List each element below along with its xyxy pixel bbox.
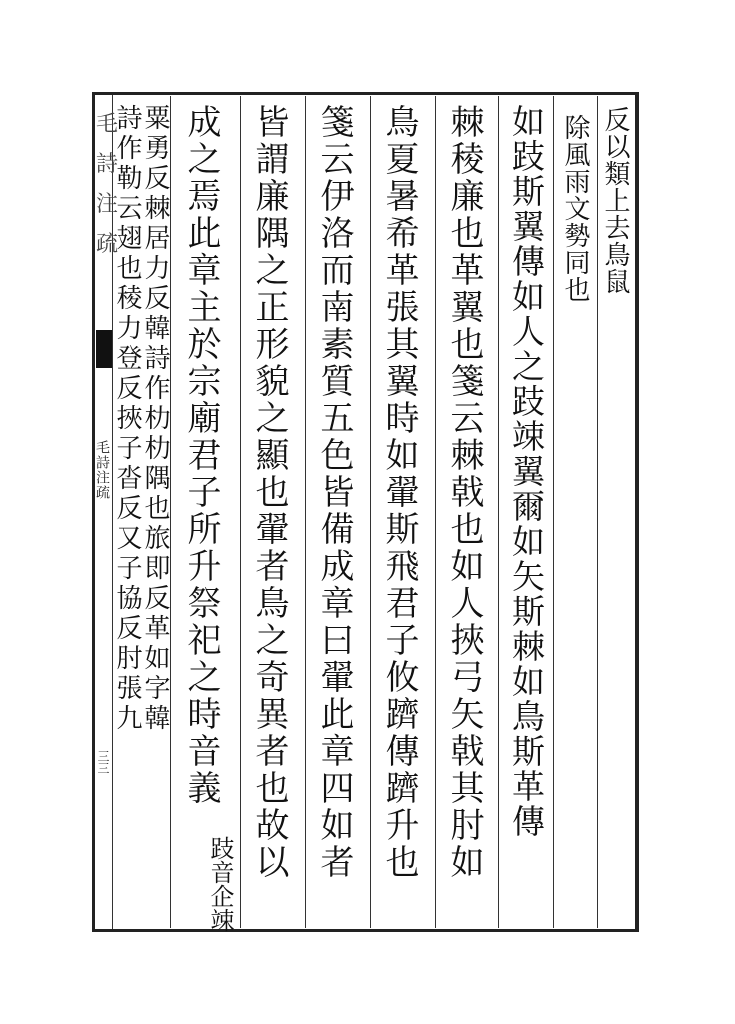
column-rule: [370, 96, 371, 928]
page-number: 三三: [96, 750, 110, 774]
text-column-5: 鳥夏暑希革張其翼時如翬斯飛君子攸躋傳躋升也: [379, 104, 419, 881]
column-rule: [435, 96, 436, 928]
text-column-4: 棘稜廉也革翼也箋云棘戟也如人挾弓矢戟其肘如: [444, 104, 484, 881]
edge-black-block: [96, 330, 112, 368]
text-column-8-main: 成之焉此章主於宗廟君子所升祭祀之時音義: [181, 104, 221, 807]
edge-top-text: 毛詩注疏: [96, 112, 119, 257]
column-rule: [498, 96, 499, 928]
text-column-1: 反以類上去鳥鼠: [600, 106, 630, 295]
text-column-9: 粟勇反棘居力反韓詩作朸朸隅也旅即反革如字韓: [140, 104, 170, 734]
column-rule: [170, 96, 171, 928]
inline-note: 跂音企竦: [206, 836, 234, 932]
text-column-2: 除風雨文勢同也: [560, 114, 590, 303]
page-border: [92, 92, 639, 932]
text-column-6: 箋云伊洛而南素質五色皆備成章曰翬此章四如者: [314, 104, 354, 881]
text-column-10: 詩作勒云翅也稜力登反挾子沓反又子協反肘張九: [112, 104, 142, 734]
edge-title: 毛詩注疏: [94, 440, 110, 500]
text-column-3: 如跂斯翼傳如人之跂竦翼爾如矢斯棘如鳥斯革傳: [507, 104, 546, 839]
column-rule: [240, 96, 241, 928]
column-rule: [597, 96, 598, 928]
column-rule: [553, 96, 554, 928]
column-rule: [305, 96, 306, 928]
text-column-8: [180, 104, 222, 924]
text-column-7: 皆謂廉隅之正形貌之顯也翬者鳥之奇異者也故以: [249, 104, 289, 881]
